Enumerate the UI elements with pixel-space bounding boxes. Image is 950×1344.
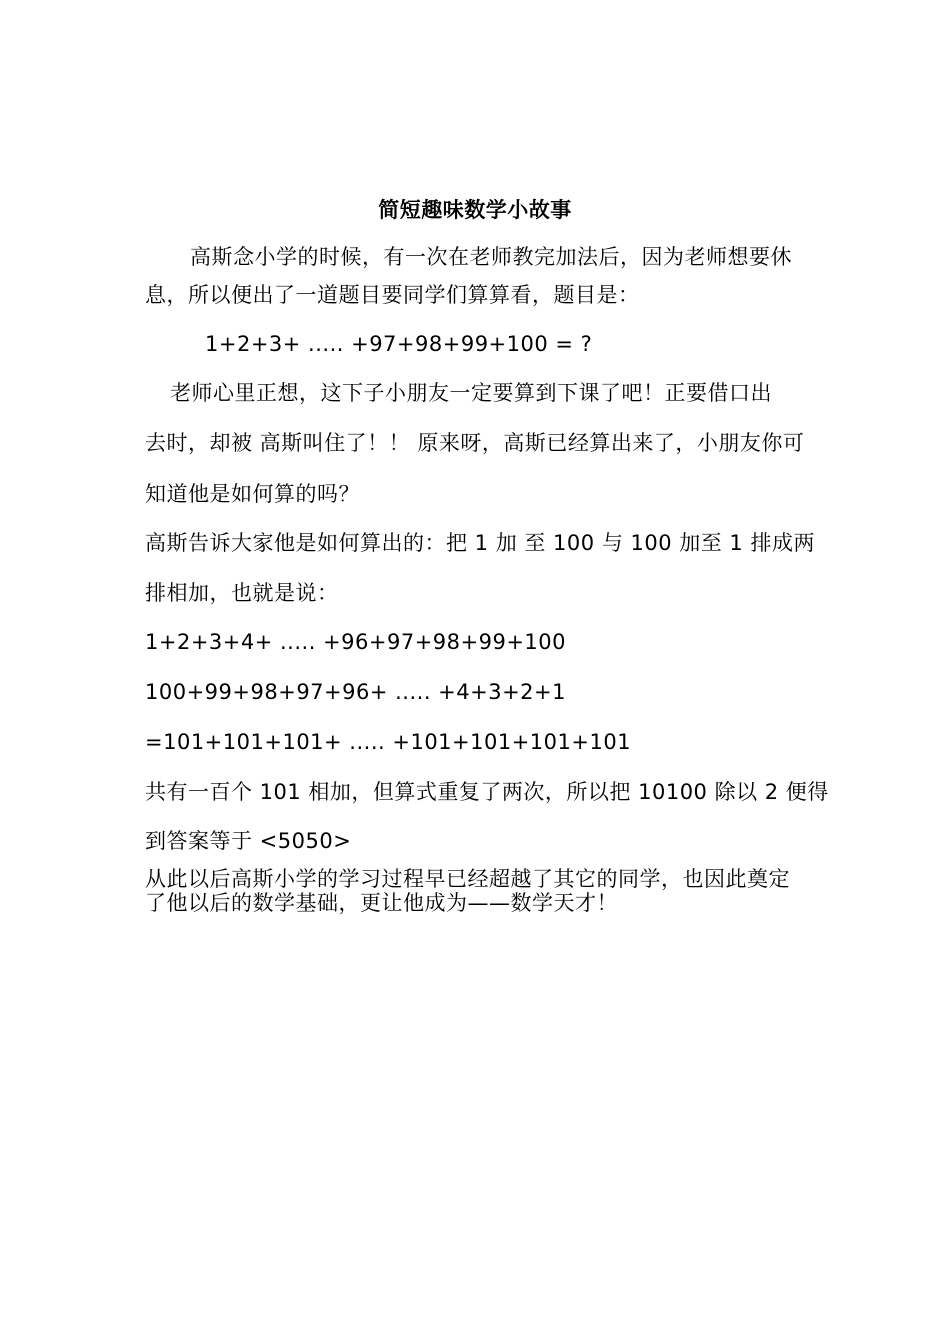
paragraph-3-line-2: 排相加，也就是说： [145, 581, 339, 605]
sum-backward: 100+99+98+97+96+ ..... +4+3+2+1 [145, 680, 567, 704]
sum-forward: 1+2+3+4+ ..... +96+97+98+99+100 [145, 630, 567, 654]
sum-result: =101+101+101+ ..... +101+101+101+101 [145, 730, 632, 754]
paragraph-5-line-2: 了他以后的数学基础，更让他成为——数学天才！ [145, 891, 618, 915]
equation: 1+2+3+ ..... +97+98+99+100 = ? [205, 332, 593, 356]
paragraph-3-line-1: 高斯告诉大家他是如何算出的：把 1 加 至 100 与 100 加至 1 排成两 [145, 531, 815, 555]
document-title: 简短趣味数学小故事 [378, 198, 572, 222]
paragraph-2-line-2: 去时，却被 高斯叫住了！！ 原来呀，高斯已经算出来了，小朋友你可 [145, 431, 805, 455]
paragraph-1-line-1: 高斯念小学的时候，有一次在老师教完加法后，因为老师想要休 [190, 245, 792, 269]
paragraph-4-line-2: 到答案等于 <5050> [145, 829, 352, 853]
paragraph-5-line-1: 从此以后高斯小学的学习过程早已经超越了其它的同学，也因此奠定 [145, 867, 790, 891]
paragraph-2-line-3: 知道他是如何算的吗？ [145, 482, 360, 506]
paragraph-4-line-1: 共有一百个 101 相加，但算式重复了两次，所以把 10100 除以 2 便得 [145, 780, 829, 804]
paragraph-1-line-2: 息，所以便出了一道题目要同学们算算看，题目是： [145, 283, 640, 307]
paragraph-2-line-1: 老师心里正想，这下子小朋友一定要算到下课了吧！正要借口出 [170, 381, 772, 405]
